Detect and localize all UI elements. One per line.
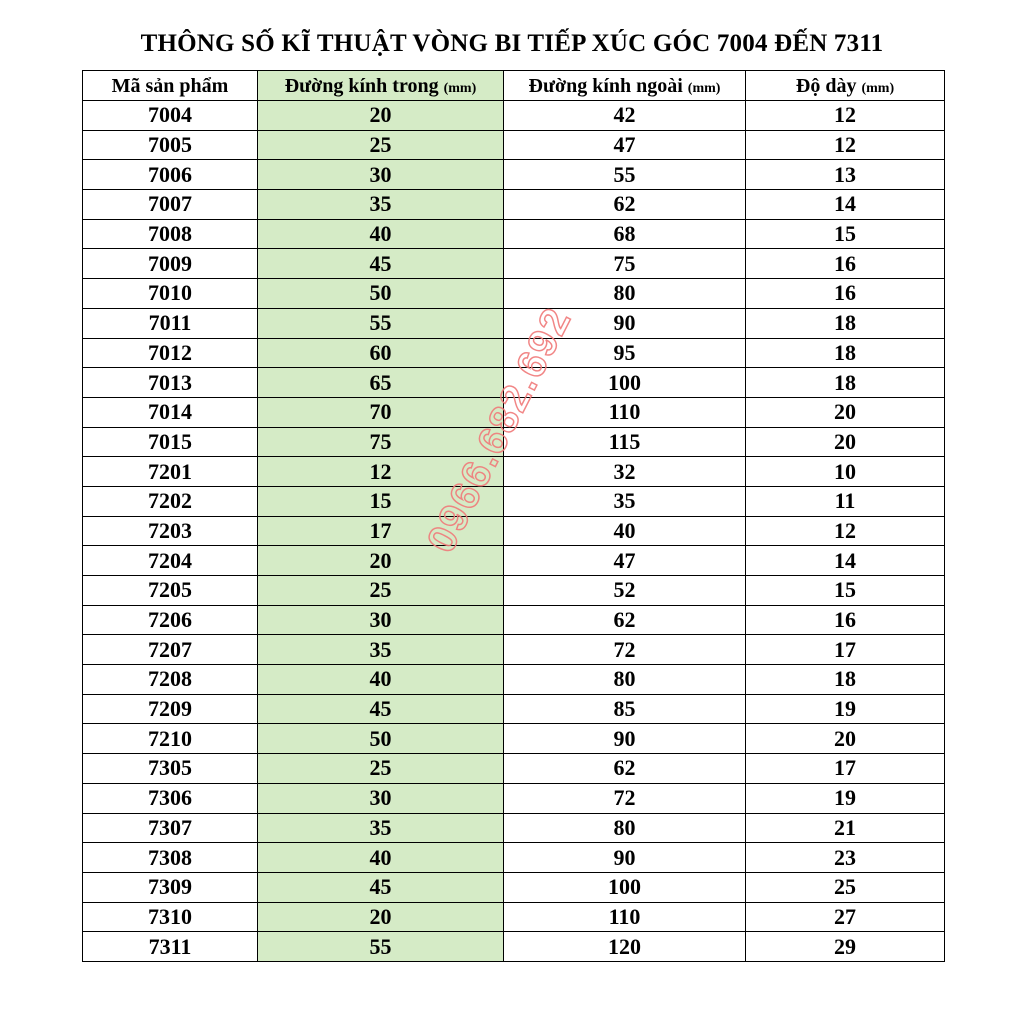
header-label: Mã sản phẩm: [111, 74, 229, 97]
cell-thickness: 18: [746, 368, 945, 398]
table-row: [83, 486, 945, 516]
cell-product-code: 7013: [83, 368, 258, 398]
cell-outer-diameter: 35: [504, 486, 746, 516]
table-row: [83, 160, 945, 190]
table-row: [83, 130, 945, 160]
header-unit: (mm): [687, 80, 721, 96]
header-label: Độ dày: [795, 74, 857, 97]
cell-inner-diameter: 20: [258, 546, 504, 576]
cell-product-code: 7308: [83, 843, 258, 873]
cell-product-code: 7005: [83, 130, 258, 160]
cell-thickness: 11: [746, 486, 945, 516]
cell-product-code: 7307: [83, 813, 258, 843]
cell-outer-diameter: 62: [504, 754, 746, 784]
cell-inner-diameter: 55: [258, 308, 504, 338]
cell-outer-diameter: 90: [504, 724, 746, 754]
table-row: [83, 902, 945, 932]
table-row: [83, 546, 945, 576]
table-row: [83, 724, 945, 754]
cell-outer-diameter: 75: [504, 249, 746, 279]
cell-inner-diameter: 25: [258, 576, 504, 606]
cell-outer-diameter: 100: [504, 368, 746, 398]
cell-inner-diameter: 45: [258, 249, 504, 279]
table-header-row: [83, 71, 945, 101]
table-row: [83, 190, 945, 220]
cell-product-code: 7210: [83, 724, 258, 754]
cell-thickness: 12: [746, 516, 945, 546]
cell-inner-diameter: 30: [258, 605, 504, 635]
cell-outer-diameter: 68: [504, 219, 746, 249]
cell-thickness: 27: [746, 902, 945, 932]
cell-product-code: 7201: [83, 457, 258, 487]
cell-product-code: 7202: [83, 486, 258, 516]
cell-inner-diameter: 30: [258, 783, 504, 813]
cell-outer-diameter: 110: [504, 397, 746, 427]
cell-inner-diameter: 50: [258, 724, 504, 754]
cell-inner-diameter: 25: [258, 130, 504, 160]
table-row: [83, 368, 945, 398]
cell-thickness: 14: [746, 190, 945, 220]
table-body: [83, 101, 945, 962]
cell-outer-diameter: 52: [504, 576, 746, 606]
cell-outer-diameter: 90: [504, 843, 746, 873]
cell-product-code: 7206: [83, 605, 258, 635]
cell-product-code: 7207: [83, 635, 258, 665]
cell-product-code: 7014: [83, 397, 258, 427]
cell-thickness: 16: [746, 249, 945, 279]
cell-thickness: 17: [746, 754, 945, 784]
table-row: [83, 843, 945, 873]
table-row: [83, 813, 945, 843]
cell-thickness: 29: [746, 932, 945, 962]
cell-outer-diameter: 115: [504, 427, 746, 457]
table-row: [83, 665, 945, 695]
cell-product-code: 7205: [83, 576, 258, 606]
cell-outer-diameter: 72: [504, 783, 746, 813]
page-title: THÔNG SỐ KĨ THUẬT VÒNG BI TIẾP XÚC GÓC 7004 ĐẾN 7311: [140, 30, 884, 57]
cell-outer-diameter: 80: [504, 279, 746, 309]
cell-product-code: 7007: [83, 190, 258, 220]
cell-outer-diameter: 72: [504, 635, 746, 665]
cell-product-code: 7011: [83, 308, 258, 338]
cell-thickness: 12: [746, 130, 945, 160]
header-label: Đường kính trong: [284, 74, 439, 97]
cell-inner-diameter: 45: [258, 694, 504, 724]
cell-inner-diameter: 45: [258, 872, 504, 902]
cell-outer-diameter: 47: [504, 546, 746, 576]
cell-outer-diameter: 110: [504, 902, 746, 932]
cell-product-code: 7311: [83, 932, 258, 962]
cell-product-code: 7006: [83, 160, 258, 190]
header-unit: (mm): [443, 80, 477, 96]
cell-thickness: 15: [746, 576, 945, 606]
cell-thickness: 16: [746, 605, 945, 635]
cell-outer-diameter: 120: [504, 932, 746, 962]
table-row: [83, 516, 945, 546]
table-row: [83, 219, 945, 249]
table-row: [83, 457, 945, 487]
cell-outer-diameter: 95: [504, 338, 746, 368]
header-thickness: [746, 71, 945, 101]
cell-product-code: 7204: [83, 546, 258, 576]
cell-outer-diameter: 40: [504, 516, 746, 546]
cell-product-code: 7203: [83, 516, 258, 546]
cell-inner-diameter: 35: [258, 190, 504, 220]
table-row: [83, 694, 945, 724]
cell-thickness: 23: [746, 843, 945, 873]
cell-thickness: 20: [746, 397, 945, 427]
cell-thickness: 18: [746, 338, 945, 368]
cell-product-code: 7010: [83, 279, 258, 309]
cell-inner-diameter: 40: [258, 665, 504, 695]
cell-inner-diameter: 50: [258, 279, 504, 309]
cell-product-code: 7015: [83, 427, 258, 457]
table-row: [83, 783, 945, 813]
cell-product-code: 7008: [83, 219, 258, 249]
cell-outer-diameter: 80: [504, 813, 746, 843]
header-outer-diameter: [504, 71, 746, 101]
header-product-code: [83, 71, 258, 101]
cell-inner-diameter: 40: [258, 843, 504, 873]
header-unit: (mm): [861, 80, 895, 96]
cell-outer-diameter: 90: [504, 308, 746, 338]
cell-thickness: 20: [746, 427, 945, 457]
cell-outer-diameter: 55: [504, 160, 746, 190]
cell-outer-diameter: 62: [504, 605, 746, 635]
spec-table: [82, 70, 945, 962]
cell-inner-diameter: 15: [258, 486, 504, 516]
cell-thickness: 18: [746, 665, 945, 695]
cell-product-code: 7209: [83, 694, 258, 724]
cell-thickness: 14: [746, 546, 945, 576]
table-row: [83, 932, 945, 962]
cell-thickness: 18: [746, 308, 945, 338]
cell-thickness: 20: [746, 724, 945, 754]
cell-thickness: 12: [746, 101, 945, 131]
cell-inner-diameter: 35: [258, 813, 504, 843]
cell-thickness: 25: [746, 872, 945, 902]
cell-thickness: 13: [746, 160, 945, 190]
cell-product-code: 7309: [83, 872, 258, 902]
table-row: [83, 427, 945, 457]
cell-inner-diameter: 20: [258, 902, 504, 932]
header-label: Đường kính ngoài: [528, 74, 683, 97]
cell-inner-diameter: 17: [258, 516, 504, 546]
cell-thickness: 17: [746, 635, 945, 665]
cell-thickness: 16: [746, 279, 945, 309]
cell-product-code: 7208: [83, 665, 258, 695]
cell-outer-diameter: 42: [504, 101, 746, 131]
cell-inner-diameter: 75: [258, 427, 504, 457]
cell-inner-diameter: 40: [258, 219, 504, 249]
table-row: [83, 397, 945, 427]
cell-thickness: 19: [746, 783, 945, 813]
cell-inner-diameter: 65: [258, 368, 504, 398]
cell-inner-diameter: 70: [258, 397, 504, 427]
cell-inner-diameter: 55: [258, 932, 504, 962]
table-row: [83, 576, 945, 606]
table-row: [83, 279, 945, 309]
cell-product-code: 7305: [83, 754, 258, 784]
cell-inner-diameter: 25: [258, 754, 504, 784]
cell-product-code: 7004: [83, 101, 258, 131]
cell-outer-diameter: 62: [504, 190, 746, 220]
cell-outer-diameter: 100: [504, 872, 746, 902]
cell-inner-diameter: 30: [258, 160, 504, 190]
table-row: [83, 249, 945, 279]
table-row: [83, 754, 945, 784]
table-row: [83, 338, 945, 368]
header-inner-diameter: [258, 71, 504, 101]
table-row: [83, 308, 945, 338]
cell-inner-diameter: 60: [258, 338, 504, 368]
cell-outer-diameter: 32: [504, 457, 746, 487]
cell-inner-diameter: 35: [258, 635, 504, 665]
table-row: [83, 635, 945, 665]
cell-outer-diameter: 80: [504, 665, 746, 695]
cell-product-code: 7012: [83, 338, 258, 368]
cell-product-code: 7310: [83, 902, 258, 932]
cell-inner-diameter: 12: [258, 457, 504, 487]
table-row: [83, 872, 945, 902]
cell-product-code: 7009: [83, 249, 258, 279]
table-row: [83, 605, 945, 635]
cell-thickness: 10: [746, 457, 945, 487]
cell-outer-diameter: 85: [504, 694, 746, 724]
table-row: [83, 101, 945, 131]
cell-thickness: 21: [746, 813, 945, 843]
cell-inner-diameter: 20: [258, 101, 504, 131]
cell-thickness: 15: [746, 219, 945, 249]
cell-product-code: 7306: [83, 783, 258, 813]
cell-thickness: 19: [746, 694, 945, 724]
cell-outer-diameter: 47: [504, 130, 746, 160]
